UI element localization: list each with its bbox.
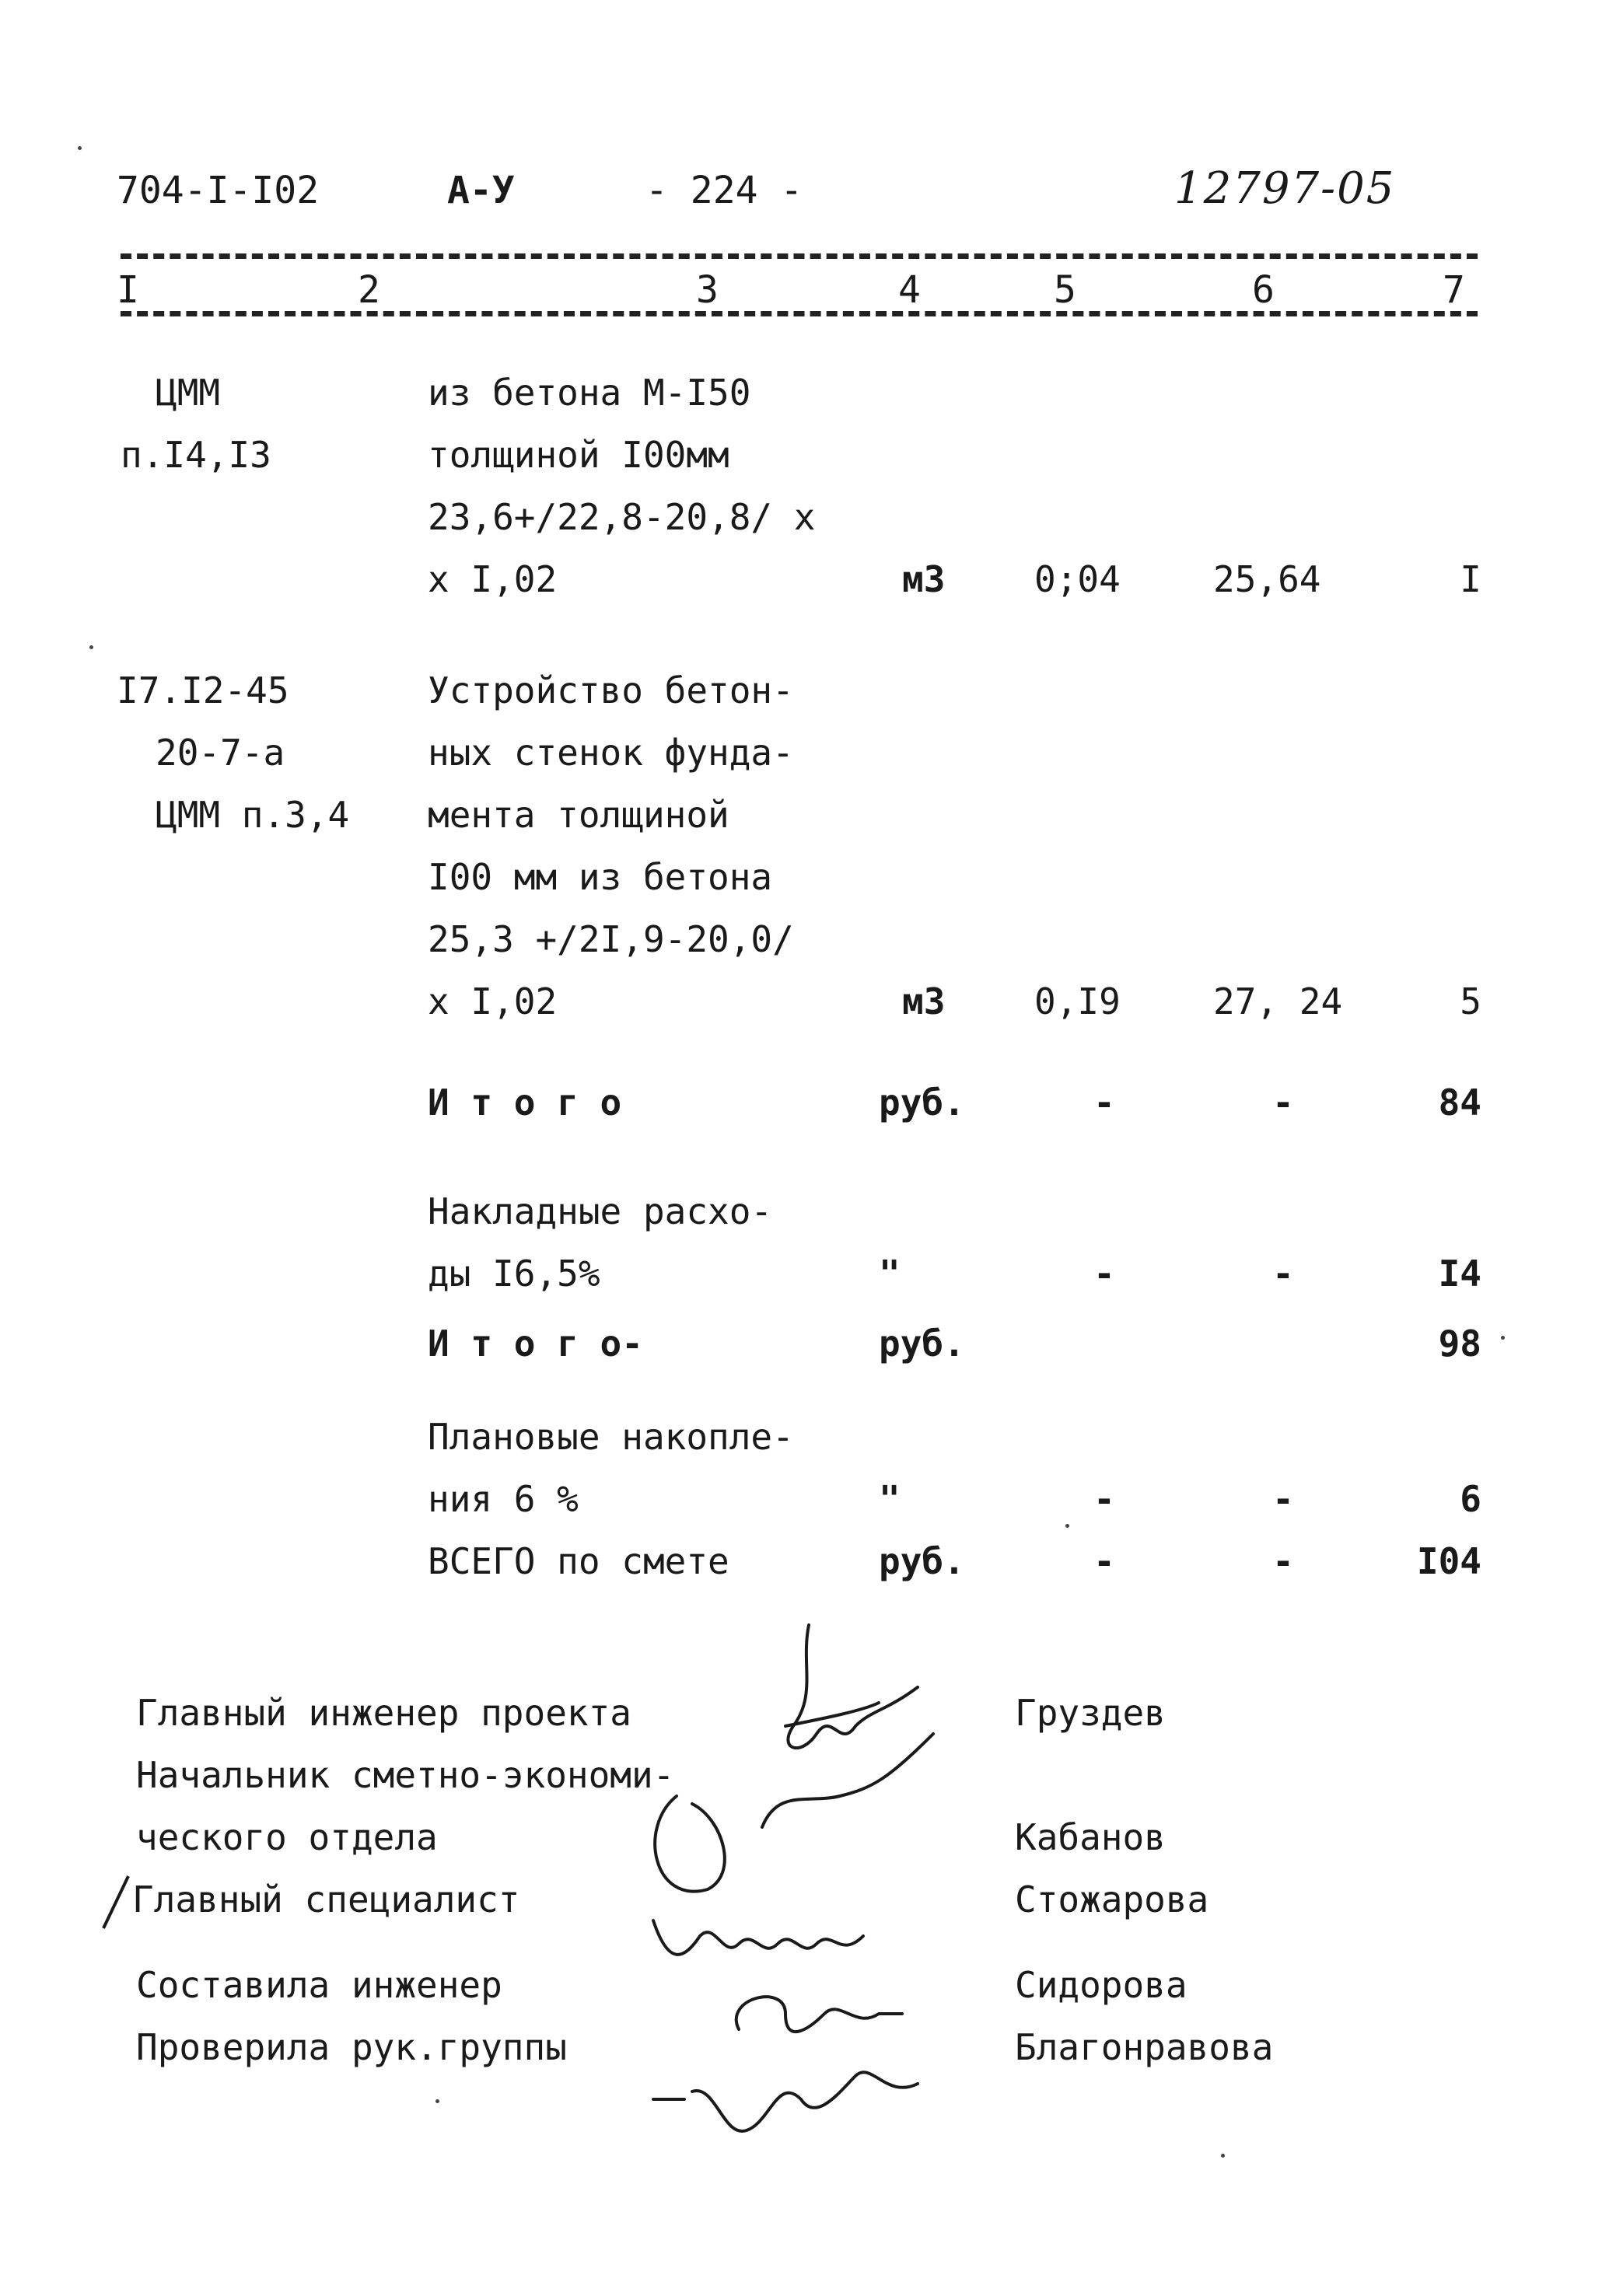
speck bbox=[1501, 1336, 1505, 1340]
speck bbox=[435, 2099, 439, 2103]
row-quantity: 0,I9 bbox=[1034, 980, 1121, 1022]
total-value: I04 bbox=[1416, 1540, 1481, 1582]
column-number: I bbox=[117, 268, 139, 312]
slash-mark bbox=[97, 1872, 136, 1934]
signatory-title: Главный инженер проекта bbox=[136, 1692, 631, 1734]
signatory-title: Главный специалист bbox=[132, 1878, 520, 1920]
total-value: I4 bbox=[1438, 1253, 1481, 1295]
total-unit: " bbox=[879, 1253, 901, 1295]
total-unit: руб. bbox=[879, 1540, 965, 1582]
row-description: Устройство бетон- bbox=[428, 669, 794, 711]
row-quantity: 0;04 bbox=[1034, 558, 1121, 600]
document-code: 704-I-I02 bbox=[117, 169, 320, 212]
speck bbox=[89, 645, 93, 649]
row-reference: ЦММ п.3,4 bbox=[156, 794, 350, 836]
row-description: ных стенок фунда- bbox=[428, 732, 794, 774]
handwritten-number: 12797-05 bbox=[1174, 163, 1396, 214]
total-quantity: - bbox=[1093, 1253, 1115, 1295]
total-price: - bbox=[1272, 1253, 1294, 1295]
signatory-name: Благонравова bbox=[1015, 2026, 1274, 2068]
speck bbox=[78, 146, 82, 150]
total-value: 84 bbox=[1438, 1082, 1481, 1124]
total-label: И т о г о bbox=[428, 1082, 622, 1124]
total-label: ВСЕГО по смете bbox=[428, 1540, 729, 1582]
total-price: - bbox=[1272, 1540, 1294, 1582]
dashed-rule-top bbox=[121, 253, 1478, 259]
total-unit: " bbox=[879, 1478, 901, 1520]
row-description: I00 мм из бетона bbox=[428, 856, 773, 898]
signatory-title: Проверила рук.группы bbox=[136, 2026, 567, 2068]
total-price: - bbox=[1272, 1478, 1294, 1520]
row-description: 23,6+/22,8-20,8/ х bbox=[428, 496, 816, 538]
total-value: 98 bbox=[1438, 1323, 1481, 1365]
column-number: 5 bbox=[1054, 268, 1076, 312]
row-reference: 20-7-а bbox=[156, 732, 285, 774]
row-reference: I7.I2-45 bbox=[117, 669, 289, 711]
total-quantity: - bbox=[1093, 1540, 1115, 1582]
speck bbox=[1065, 1524, 1069, 1528]
row-reference: п.I4,I3 bbox=[121, 434, 271, 476]
row-description: из бетона М-I50 bbox=[428, 372, 751, 414]
total-quantity: - bbox=[1093, 1082, 1115, 1124]
total-label: И т о г о- bbox=[428, 1323, 643, 1365]
row-unit: м3 bbox=[902, 558, 946, 600]
page-number: - 224 - bbox=[645, 169, 803, 212]
column-number: 2 bbox=[358, 268, 380, 312]
signatory-name: Груздев bbox=[1015, 1692, 1166, 1734]
signatory-name: Стожарова bbox=[1015, 1878, 1209, 1920]
total-quantity: - bbox=[1093, 1478, 1115, 1520]
handwritten-signatures bbox=[607, 1594, 1011, 2154]
row-description: 25,3 +/2I,9-20,0/ bbox=[428, 918, 794, 960]
signatory-title: ческого отдела bbox=[136, 1816, 438, 1858]
total-label: ды I6,5% bbox=[428, 1253, 600, 1295]
total-label: Накладные расхо- bbox=[428, 1190, 773, 1232]
row-reference: ЦММ bbox=[156, 372, 221, 414]
signatory-title: Начальник сметно-экономи- bbox=[136, 1754, 675, 1796]
row-description: х I,02 bbox=[428, 980, 558, 1022]
total-price: - bbox=[1272, 1082, 1294, 1124]
total-value: 6 bbox=[1460, 1478, 1481, 1520]
column-number: 4 bbox=[898, 268, 921, 312]
row-price: 25,64 bbox=[1213, 558, 1321, 600]
signatory-name: Сидорова bbox=[1015, 1964, 1188, 2006]
row-unit: м3 bbox=[902, 980, 946, 1022]
total-label: Плановые накопле- bbox=[428, 1416, 794, 1458]
column-number: 7 bbox=[1443, 268, 1465, 312]
row-total: 5 bbox=[1460, 980, 1481, 1022]
speck bbox=[1221, 2154, 1225, 2158]
total-unit: руб. bbox=[879, 1082, 965, 1124]
row-description: х I,02 bbox=[428, 558, 558, 600]
column-number: 6 bbox=[1252, 268, 1275, 312]
signatory-title: Составила инженер bbox=[136, 1964, 502, 2006]
signatory-name: Кабанов bbox=[1015, 1816, 1166, 1858]
total-label: ния 6 % bbox=[428, 1478, 579, 1520]
row-description: мента толщиной bbox=[428, 794, 729, 836]
row-price: 27, 24 bbox=[1213, 980, 1343, 1022]
column-number: 3 bbox=[696, 268, 719, 312]
row-total: I bbox=[1460, 558, 1481, 600]
section-code: А-У bbox=[447, 169, 515, 212]
total-unit: руб. bbox=[879, 1323, 965, 1365]
row-description: толщиной I00мм bbox=[428, 434, 729, 476]
